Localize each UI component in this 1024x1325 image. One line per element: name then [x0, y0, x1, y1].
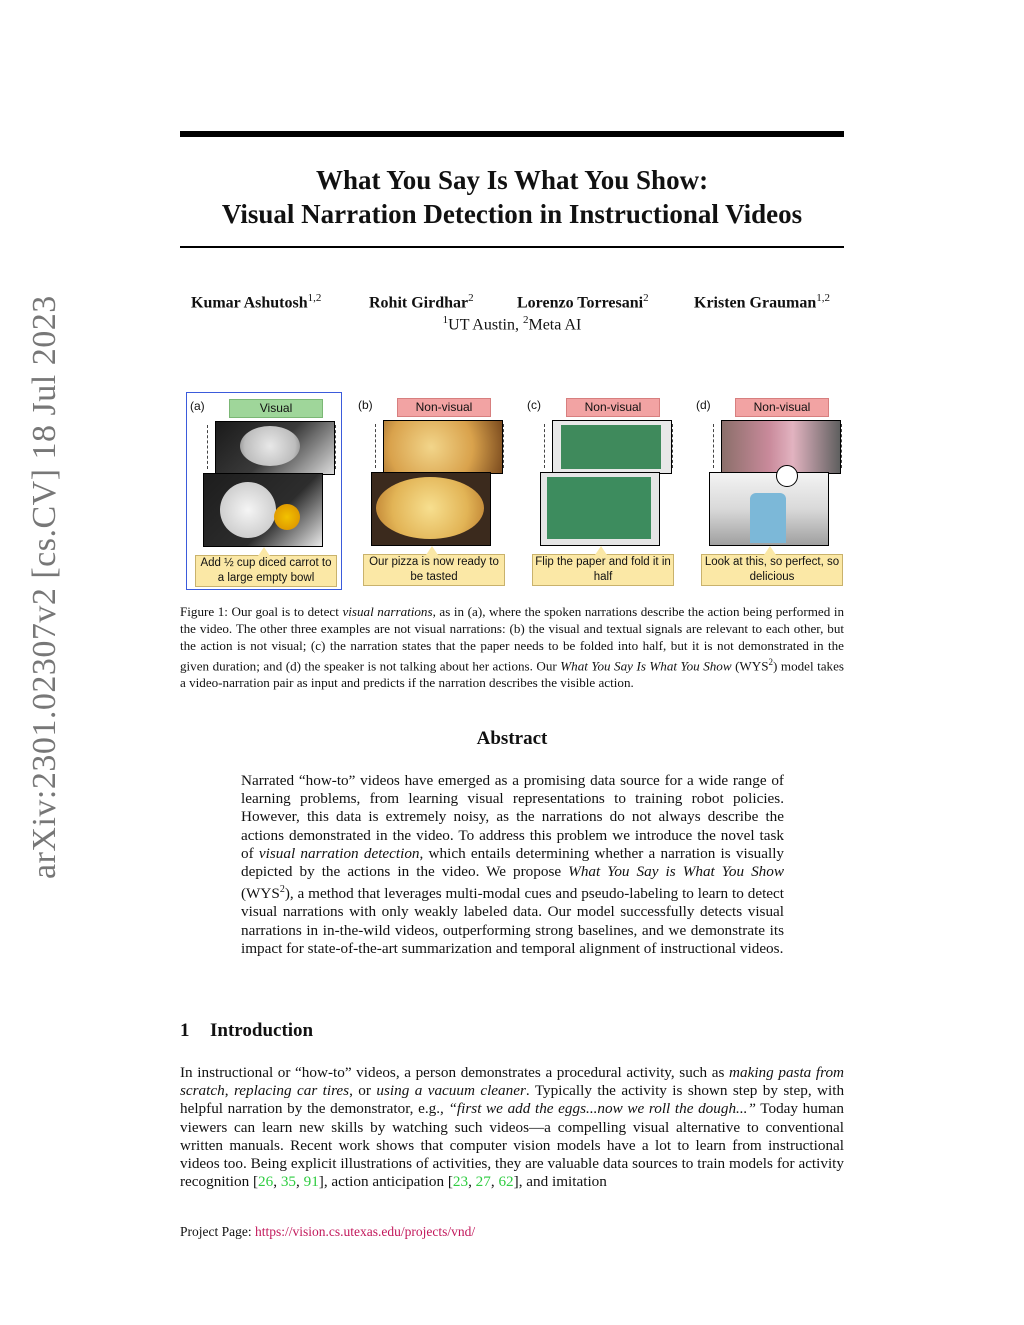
- citation-link[interactable]: 27: [475, 1173, 491, 1191]
- author: Lorenzo Torresani$^2$: [517, 292, 649, 312]
- panel-tag: Visual: [229, 399, 323, 418]
- video-frame-image: [383, 420, 503, 474]
- figure-caption: Figure 1: Our goal is to detect visual narrations, as in (a), where the spoken narrations describe the action being performed in the video. The other three examples are not visual narrations: (b) the visual and textual signals are relevant to each other, but the action is not visual; (c) the narration states that the paper needs to be folded into half, but it is not demonstrated in the given duration; and (d) the speaker is not talking about her actions. Our What You Say Is What You Show (WYS$^2$) model takes a video-narration pair as input and predicts if the narration describes the visible action.: [180, 604, 845, 691]
- figure-panel-a: [186, 392, 342, 590]
- citation-link[interactable]: 23: [452, 1173, 469, 1191]
- panel-tag: Non-visual: [735, 398, 829, 417]
- title-line-1: What You Say Is What You Show:: [315, 165, 709, 195]
- figure-1: [180, 392, 844, 592]
- video-frame-image: [371, 472, 491, 546]
- narration-bubble: Flip the paper and fold it in half: [532, 554, 674, 586]
- title-bottom-rule: [180, 246, 844, 248]
- narration-bubble: Look at this, so perfect, so delicious: [701, 554, 843, 586]
- panel-label: (a): [190, 399, 205, 413]
- abstract-heading: Abstract: [476, 728, 548, 749]
- project-page-footnote: Project Page: https://vision.cs.utexas.edu/projects/vnd/: [180, 1224, 476, 1239]
- panel-tag: Non-visual: [397, 398, 491, 417]
- section-heading: 1 Introduction: [180, 1020, 314, 1041]
- panel-label: (d): [696, 398, 711, 412]
- author: Rohit Girdhar$^2$: [369, 292, 474, 312]
- introduction-body: In instructional or “how-to” videos, a person demonstrates a procedural activity, such as making pasta from scratch, replacing car tires, or using a vacuum cleaner. Typically the activity is shown step by step, with helpful narration by the demonstrator, e.g., “first we add the eggs...now we roll the dough...” Today human viewers can learn new skills by watching such videos—a compelling visual alternative to conventional written manuals. Recent work shows that computer vision models have a lot to learn from instructional videos too. Being explicit illustrations of activities, they are valuable data sources to train models for activity recognition [26, 35, 91], action anticipation [23, 27, 62], and imitation: [180, 1064, 845, 1191]
- narration-bubble: Our pizza is now ready to be tasted: [363, 554, 505, 586]
- citation-link[interactable]: 62: [498, 1173, 514, 1191]
- video-frame-image: [215, 421, 335, 475]
- figure-panel-b: [355, 392, 511, 590]
- narration-bubble: Add ½ cup diced carrot to a large empty bowl: [195, 555, 337, 587]
- figure-panel-d: [693, 392, 849, 590]
- panel-label: (b): [358, 398, 373, 412]
- video-frame-image: [540, 472, 660, 546]
- panel-label: (c): [527, 398, 541, 412]
- project-page-link[interactable]: https://vision.cs.utexas.edu/projects/vnd/: [254, 1224, 476, 1239]
- citation-link[interactable]: 91: [303, 1173, 319, 1191]
- citation-link[interactable]: 35: [280, 1173, 296, 1191]
- author: Kumar Ashutosh$^{1,2}$: [191, 292, 322, 312]
- arxiv-identifier: arXiv:2301.02307v2 [cs.CV] 18 Jul 2023: [26, 295, 63, 879]
- video-frame-image: [709, 472, 829, 546]
- author-list: [180, 292, 844, 314]
- panel-tag: Non-visual: [566, 398, 660, 417]
- citation-link[interactable]: 26: [258, 1173, 274, 1191]
- figure-panel-c: [524, 392, 680, 590]
- title-top-rule: [180, 131, 844, 137]
- abstract-body: Narrated “how-to” videos have emerged as a promising data source for a wide range of learning problems, from learning visual representations to training robot policies. However, this data is extremely noisy, as the narrations do not always describe the actions demonstrated in the video. To address this problem we introduce the novel task of visual narration detection, which entails determining whether a narration is visually depicted by the actions in the video. We propose What You Say is What You Show (WYS$^2$), a method that leverages multi-modal cues and pseudo-labeling to learn to detect visual narrations with only weakly labeled data. Our model successfully detects visual narrations in in-the-wild videos, outperforming strong baselines, and we demonstrate its impact for state-of-the-art summarization and temporal alignment of instructional videos.: [241, 772, 785, 957]
- author: Kristen Grauman$^{1,2}$: [694, 292, 830, 312]
- paper-title: [180, 163, 844, 231]
- video-frame-image: [552, 420, 672, 474]
- video-frame-image: [203, 473, 323, 547]
- title-line-2: Visual Narration Detection in Instructional Videos: [221, 199, 803, 229]
- affiliations: $^1$UT Austin, $^2$Meta AI: [442, 314, 582, 334]
